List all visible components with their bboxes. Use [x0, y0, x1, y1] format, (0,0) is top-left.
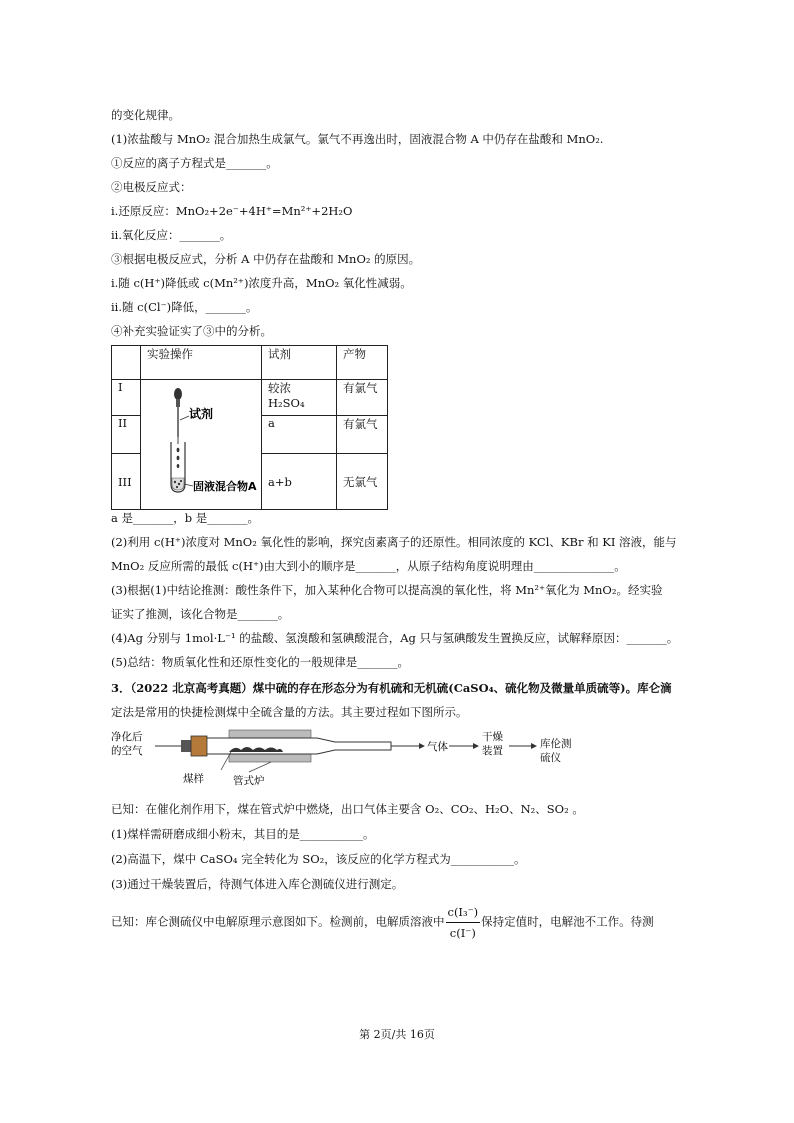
- text-line: a 是_______，b 是_______。: [111, 511, 260, 525]
- analyzer-label-line: 库伦测: [540, 738, 572, 750]
- table-header: [112, 346, 141, 380]
- mixture-label: 固液混合物A: [193, 480, 257, 493]
- text-line: (5)总结：物质氧化性和还原性变化的一般规律是_______。: [111, 655, 410, 669]
- product-cell: 有氯气: [337, 380, 388, 416]
- text-line: 的变化规律。: [111, 108, 180, 122]
- table-header: 试剂: [262, 346, 337, 380]
- row-id: I: [112, 380, 141, 416]
- text-line: ii.氧化反应：_______。: [111, 228, 232, 242]
- reagent-cell: a+b: [262, 454, 337, 510]
- concentration-fraction: [446, 902, 481, 943]
- fraction-numerator: c(I₃⁻): [446, 902, 481, 923]
- question-title: 3．（2022 北京高考真题）煤中硫的存在形态分为有机硫和无机硫(CaSO₄、硫化物及微量单质硫等)。库仑滴: [111, 681, 672, 695]
- air-label: 的空气: [111, 745, 143, 757]
- analyzer-label: [540, 737, 572, 765]
- dropper-tube-figure: [141, 380, 261, 506]
- reagent-label: 试剂: [189, 407, 214, 421]
- reagent-cell: 较浓 H₂SO₄: [262, 380, 337, 416]
- page-footer: 第 2页/共 16页: [359, 1028, 435, 1041]
- text-segment: 已知：库仑测硫仪中电解原理示意图如下。检测前，电解质溶液中: [111, 914, 445, 929]
- text-line: (4)Ag 分别与 1mol·L⁻¹ 的盐酸、氢溴酸和氢碘酸混合，Ag 只与氢碘酸发生置换反应，试解释原因：_______。: [111, 631, 679, 645]
- text-line: (2)利用 c(H⁺)浓度对 MnO₂ 氧化性的影响，探究卤素离子的还原性。相同浓度的 KCl、KBr 和 KI 溶液，能与: [111, 535, 677, 549]
- gas-label: 气体: [427, 741, 448, 753]
- text-line: 证实了推测，该化合物是_______。: [111, 607, 290, 621]
- coal-label: 煤样: [183, 773, 204, 785]
- text-line: ④补充实验证实了③中的分析。: [111, 324, 272, 338]
- fraction-denominator: c(I⁻): [449, 926, 476, 940]
- apparatus-diagram: [111, 726, 551, 792]
- table-header: 产物: [337, 346, 388, 380]
- analyzer-label-line: 硫仪: [540, 752, 561, 764]
- reagent-cell: a: [262, 415, 337, 454]
- text-line: 已知：在催化剂作用下，煤在管式炉中燃烧，出口气体主要含 O₂、CO₂、H₂O、N₂、SO₂ 。: [111, 802, 584, 816]
- product-cell: 有氯气: [337, 415, 388, 454]
- row-id: II: [112, 415, 141, 454]
- text-line: (1)浓盐酸与 MnO₂ 混合加热生成氯气。氯气不再逸出时，固液混合物 A 中仍存在盐酸和 MnO₂.: [111, 132, 604, 146]
- air-label: 净化后: [111, 731, 143, 743]
- text-segment: 保持定值时，电解池不工作。待测: [481, 914, 654, 929]
- text-line: (1)煤样需研磨成细小粉末，其目的是___________。: [111, 827, 375, 841]
- text-line: MnO₂ 反应所需的最低 c(H⁺)由大到小的顺序是_______，从原子结构角度说明理由______________。: [111, 559, 626, 573]
- text-line: ii.随 c(Cl⁻)降低，_______。: [111, 300, 258, 314]
- text-line: ①反应的离子方程式是_______。: [111, 156, 278, 170]
- product-cell: 无氯气: [337, 454, 388, 510]
- experiment-figure: [141, 380, 262, 510]
- text-line: [111, 902, 654, 943]
- dryer-label: 干燥: [482, 731, 503, 743]
- experiment-table: [111, 345, 388, 510]
- table-row: [112, 380, 388, 416]
- text-line: ②电极反应式：: [111, 180, 192, 194]
- dryer-label: 装置: [482, 745, 503, 757]
- text-line: (2)高温下，煤中 CaSO₄ 完全转化为 SO₂，该反应的化学方程式为___________。: [111, 852, 526, 866]
- text-line: (3)根据(1)中结论推测：酸性条件下，加入某种化合物可以提高溴的氧化性，将 Mn²⁺氧化为 MnO₂。经实验: [111, 583, 663, 597]
- text-line: ③根据电极反应式，分析 A 中仍存在盐酸和 MnO₂ 的原因。: [111, 252, 421, 266]
- text-line: 定法是常用的快捷检测煤中全硫含量的方法。其主要过程如下图所示。: [111, 705, 468, 719]
- text-line: i.还原反应：MnO₂+2e⁻+4H⁺=Mn²⁺+2H₂O: [111, 204, 353, 218]
- text-line: i.随 c(H⁺)降低或 c(Mn²⁺)浓度升高，MnO₂ 氧化性减弱。: [111, 276, 412, 290]
- table-header: 实验操作: [141, 346, 262, 380]
- furnace-label: 管式炉: [233, 775, 265, 787]
- row-id: III: [112, 454, 141, 510]
- text-line: (3)通过干燥装置后，待测气体进入库仑测硫仪进行测定。: [111, 877, 404, 891]
